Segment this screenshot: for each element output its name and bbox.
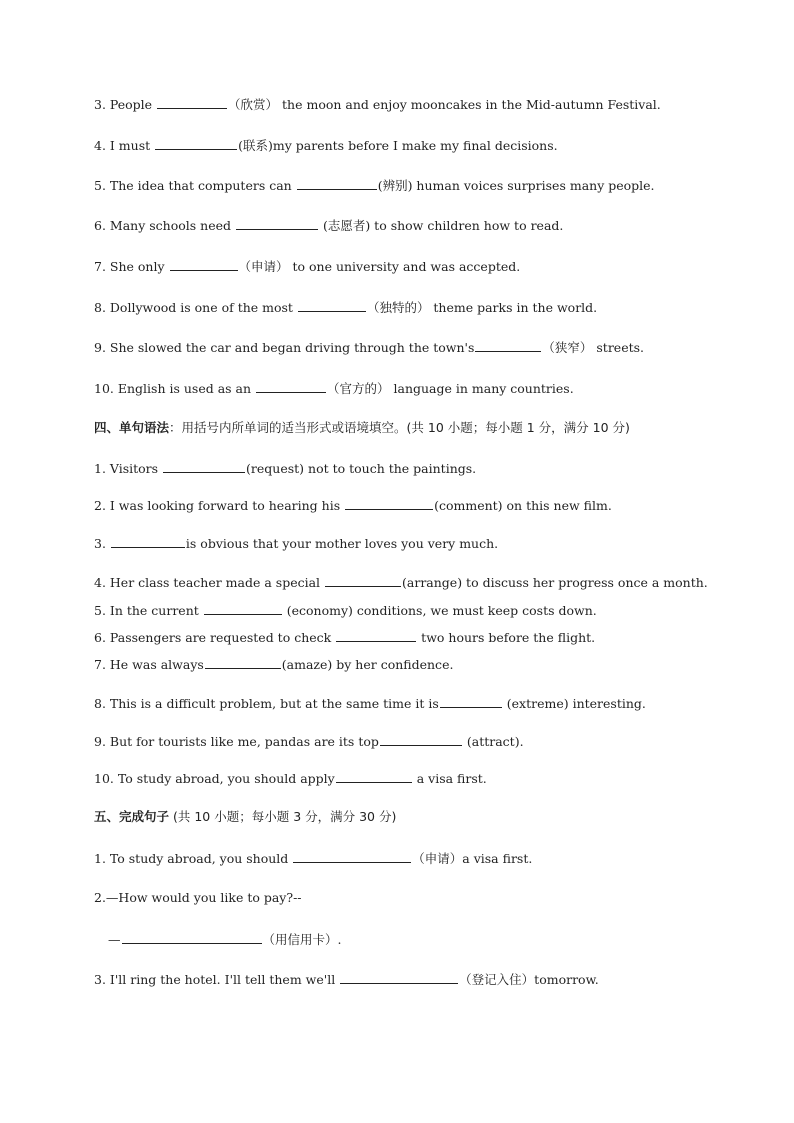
question-text: 5. The idea that computers can xyxy=(94,178,296,193)
question-text: 6. Passengers are requested to check xyxy=(94,630,336,645)
answer-blank[interactable] xyxy=(122,930,262,944)
answer-blank[interactable] xyxy=(163,459,245,473)
question-text: （狭窄） streets. xyxy=(542,340,644,355)
question-text: 2. I was looking forward to hearing his xyxy=(94,498,345,513)
question-text: 3. People xyxy=(94,97,157,112)
answer-blank[interactable] xyxy=(380,732,462,746)
question-text: (economy) conditions, we must keep costs down. xyxy=(282,603,597,618)
section-heading xyxy=(94,808,754,826)
question-text: 10. To study abroad, you should apply xyxy=(94,771,335,786)
question-item xyxy=(94,732,754,751)
question-text: （欣赏） the moon and enjoy mooncakes in the Mid-autumn Festival. xyxy=(228,97,661,112)
question-text: （申请）a visa first. xyxy=(412,851,533,866)
question-item xyxy=(94,459,754,478)
question-text: (辨别) human voices surprises many people. xyxy=(377,178,655,193)
question-item xyxy=(94,298,754,317)
question-text: 3. I'll ring the hotel. I'll tell them we'll xyxy=(94,972,340,987)
section-instructions: (共 10 小题；每小题 3 分，满分 30 分) xyxy=(169,809,397,824)
answer-blank[interactable] xyxy=(293,849,411,863)
question-text: (arrange) to discuss her progress once a month. xyxy=(402,575,708,590)
answer-blank[interactable] xyxy=(236,216,318,230)
answer-blank[interactable] xyxy=(204,601,282,615)
question-text: (comment) on this new film. xyxy=(434,498,612,513)
question-text: 9. She slowed the car and began driving through the town's xyxy=(94,340,475,355)
question-item xyxy=(94,257,754,276)
answer-blank[interactable] xyxy=(345,496,433,510)
question-text: two hours before the flight. xyxy=(417,630,596,645)
question-text: 4. Her class teacher made a special xyxy=(94,575,325,590)
question-text: （申请） to one university and was accepted. xyxy=(238,259,521,274)
section-heading xyxy=(94,419,754,437)
question-text: 9. But for tourists like me, pandas are its top xyxy=(94,734,379,749)
question-text: 3. xyxy=(94,536,110,551)
section-title: 五、完成句子 xyxy=(94,809,170,824)
answer-blank[interactable] xyxy=(475,338,541,352)
answer-blank[interactable] xyxy=(157,95,227,109)
question-item xyxy=(94,136,754,155)
question-item xyxy=(94,95,754,114)
question-text: (amaze) by her confidence. xyxy=(281,657,454,672)
question-item xyxy=(94,176,754,195)
answer-blank[interactable] xyxy=(155,136,237,150)
answer-blank[interactable] xyxy=(170,257,238,271)
question-text: (attract). xyxy=(462,734,524,749)
question-item xyxy=(94,655,754,674)
question-text: 7. She only xyxy=(94,259,169,274)
question-item xyxy=(94,628,754,647)
question-text: 6. Many schools need xyxy=(94,218,235,233)
question-text: (志愿者) to show children how to read. xyxy=(318,218,564,233)
answer-blank[interactable] xyxy=(336,769,412,783)
question-text: 8. Dollywood is one of the most xyxy=(94,300,297,315)
question-text: 4. I must xyxy=(94,138,155,153)
question-text: 7. He was always xyxy=(94,657,204,672)
question-text: 10. English is used as an xyxy=(94,381,256,396)
answer-blank[interactable] xyxy=(256,379,326,393)
question-item xyxy=(94,573,754,592)
question-text: a visa first. xyxy=(412,771,487,786)
question-text: 5. In the current xyxy=(94,603,203,618)
answer-blank[interactable] xyxy=(297,176,377,190)
question-text: (extreme) interesting. xyxy=(502,696,646,711)
question-text: （用信用卡）. xyxy=(262,932,342,947)
answer-blank[interactable] xyxy=(325,573,401,587)
question-text: — xyxy=(108,932,121,947)
section-instructions: ：用括号内所单词的适当形式或语境填空。(共 10 小题；每小题 1 分，满分 10 分) xyxy=(169,420,630,435)
question-item xyxy=(94,694,754,713)
question-text: （登记入住）tomorrow. xyxy=(459,972,599,987)
question-item xyxy=(94,849,754,868)
question-item xyxy=(94,379,754,398)
answer-blank[interactable] xyxy=(440,694,502,708)
question-item xyxy=(94,534,754,553)
question-item xyxy=(94,970,754,989)
answer-blank[interactable] xyxy=(298,298,366,312)
question-item xyxy=(94,338,754,357)
question-text: 1. Visitors xyxy=(94,461,163,476)
question-text: is obvious that your mother loves you very much. xyxy=(185,536,499,551)
answer-blank[interactable] xyxy=(205,655,281,669)
question-item xyxy=(94,601,754,620)
section-title: 四、单句语法 xyxy=(94,420,170,435)
question-text: (联系)my parents before I make my final decisions. xyxy=(238,138,558,153)
question-text: 1. To study abroad, you should xyxy=(94,851,293,866)
question-item xyxy=(94,496,754,515)
question-text: (request) not to touch the paintings. xyxy=(246,461,477,476)
question-item xyxy=(108,930,754,949)
question-text: 2.—How would you like to pay?-- xyxy=(94,890,302,905)
answer-blank[interactable] xyxy=(340,970,458,984)
question-item xyxy=(94,769,754,788)
question-text: （独特的） theme parks in the world. xyxy=(366,300,598,315)
question-item xyxy=(94,216,754,235)
question-item xyxy=(94,889,754,907)
answer-blank[interactable] xyxy=(336,628,416,642)
question-text: （官方的） language in many countries. xyxy=(327,381,574,396)
answer-blank[interactable] xyxy=(111,534,185,548)
question-text: 8. This is a difficult problem, but at the same time it is xyxy=(94,696,439,711)
